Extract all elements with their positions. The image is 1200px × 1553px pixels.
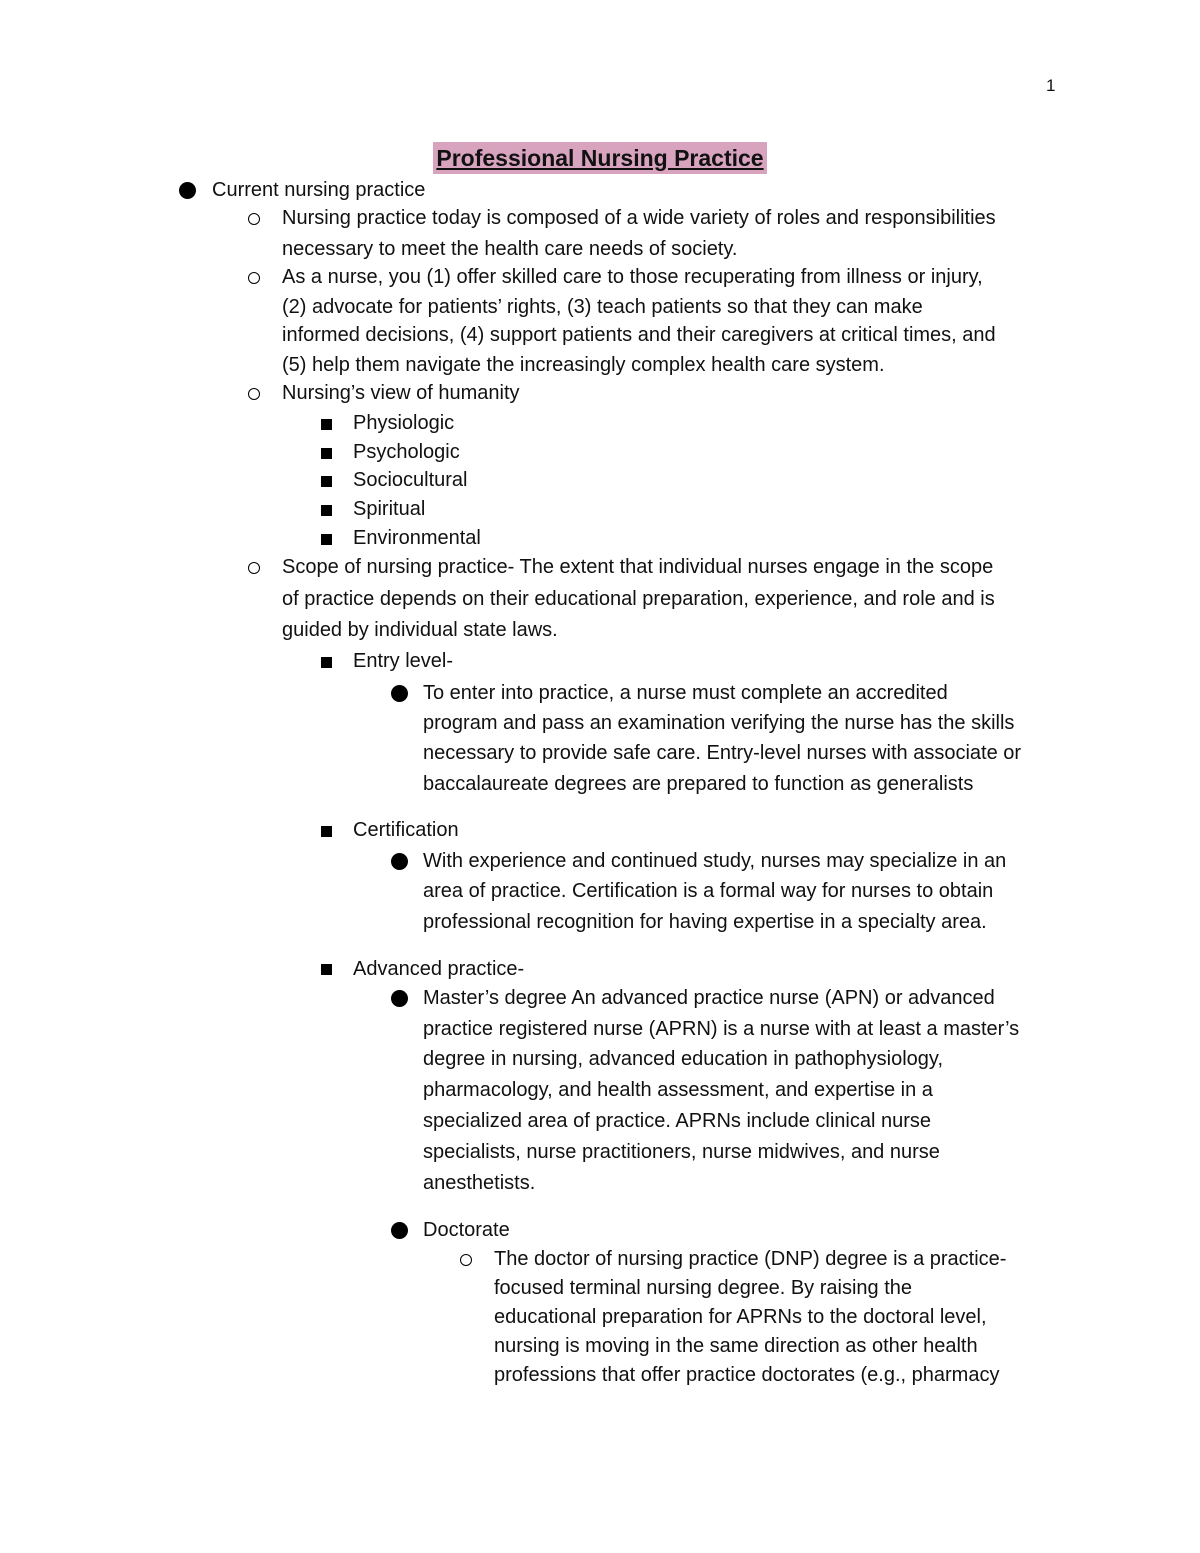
bullet-circle-icon	[460, 1254, 472, 1266]
outline-text-line: necessary to meet the health care needs of society.	[282, 238, 738, 260]
outline-text-line: professions that offer practice doctorates (e.g., pharmacy	[494, 1364, 1000, 1386]
bullet-circle-icon	[248, 213, 260, 225]
view-item: Spiritual	[353, 498, 426, 520]
outline-item-view: Nursing’s view of humanity	[282, 382, 520, 404]
outline-item-doctorate: Doctorate	[423, 1219, 510, 1241]
view-item: Physiologic	[353, 412, 455, 434]
outline-text-line: The doctor of nursing practice (DNP) degree is a practice-	[494, 1248, 1007, 1270]
outline-text-line: nursing is moving in the same direction as other health	[494, 1335, 978, 1357]
outline-text-line: necessary to provide safe care. Entry-level nurses with associate or	[423, 742, 1022, 764]
outline-text-line: With experience and continued study, nurses may specialize in an	[423, 850, 1007, 872]
view-item: Sociocultural	[353, 469, 468, 491]
outline-text-line: Master’s degree An advanced practice nurse (APN) or advanced	[423, 987, 995, 1009]
bullet-circle-icon	[248, 272, 260, 284]
outline-text-line: degree in nursing, advanced education in pathophysiology,	[423, 1048, 943, 1070]
outline-text-line: of practice depends on their educational preparation, experience, and role and is	[282, 588, 995, 610]
outline-text-line: baccalaureate degrees are prepared to function as generalists	[423, 773, 974, 795]
view-item: Psychologic	[353, 441, 460, 463]
bullet-square-icon	[321, 964, 332, 975]
outline-text-line: Scope of nursing practice- The extent that individual nurses engage in the scope	[282, 556, 994, 578]
outline-text-line: pharmacology, and health assessment, and expertise in a	[423, 1079, 933, 1101]
outline-text-line: informed decisions, (4) support patients and their caregivers at critical times, and	[282, 324, 996, 346]
bullet-square-icon	[321, 657, 332, 668]
bullet-square-icon	[321, 826, 332, 837]
bullet-square-icon	[321, 448, 332, 459]
outline-text-line: program and pass an examination verifying the nurse has the skills	[423, 712, 1015, 734]
outline-text-line: focused terminal nursing degree. By raising the	[494, 1277, 913, 1299]
bullet-dot-icon	[391, 1222, 408, 1239]
outline-text-line: (2) advocate for patients’ rights, (3) teach patients so that they can make	[282, 296, 923, 318]
bullet-square-icon	[321, 534, 332, 545]
outline-text-line: specialized area of practice. APRNs include clinical nurse	[423, 1110, 932, 1132]
outline-text-line: To enter into practice, a nurse must complete an accredited	[423, 682, 948, 704]
bullet-square-icon	[321, 476, 332, 487]
page-number: 1	[1046, 76, 1056, 95]
bullet-dot-icon	[179, 182, 196, 199]
outline-text-line: area of practice. Certification is a formal way for nurses to obtain	[423, 880, 994, 902]
outline-item-current: Current nursing practice	[212, 179, 426, 201]
outline-text-line: professional recognition for having expertise in a specialty area.	[423, 911, 987, 933]
outline-text-line: anesthetists.	[423, 1172, 536, 1194]
outline-text-line: practice registered nurse (APRN) is a nurse with at least a master’s	[423, 1018, 1020, 1040]
outline-text-line: educational preparation for APRNs to the doctoral level,	[494, 1306, 987, 1328]
outline-text-line: specialists, nurse practitioners, nurse midwives, and nurse	[423, 1141, 940, 1163]
outline-text-line: Nursing practice today is composed of a wide variety of roles and responsibilities	[282, 207, 996, 229]
bullet-circle-icon	[248, 562, 260, 574]
outline-item-certification: Certification	[353, 819, 459, 841]
outline-text-line: guided by individual state laws.	[282, 619, 558, 641]
page-title: Professional Nursing Practice	[433, 142, 766, 174]
outline-text-line: As a nurse, you (1) offer skilled care to those recuperating from illness or injury,	[282, 266, 983, 288]
bullet-dot-icon	[391, 853, 408, 870]
bullet-circle-icon	[248, 388, 260, 400]
bullet-dot-icon	[391, 990, 408, 1007]
bullet-square-icon	[321, 505, 332, 516]
outline-item-advanced: Advanced practice-	[353, 958, 525, 980]
bullet-dot-icon	[391, 685, 408, 702]
outline-item-entry: Entry level-	[353, 650, 454, 672]
title-wrapper	[0, 142, 1200, 174]
bullet-square-icon	[321, 419, 332, 430]
outline-text-line: (5) help them navigate the increasingly complex health care system.	[282, 354, 885, 376]
view-item: Environmental	[353, 527, 481, 549]
